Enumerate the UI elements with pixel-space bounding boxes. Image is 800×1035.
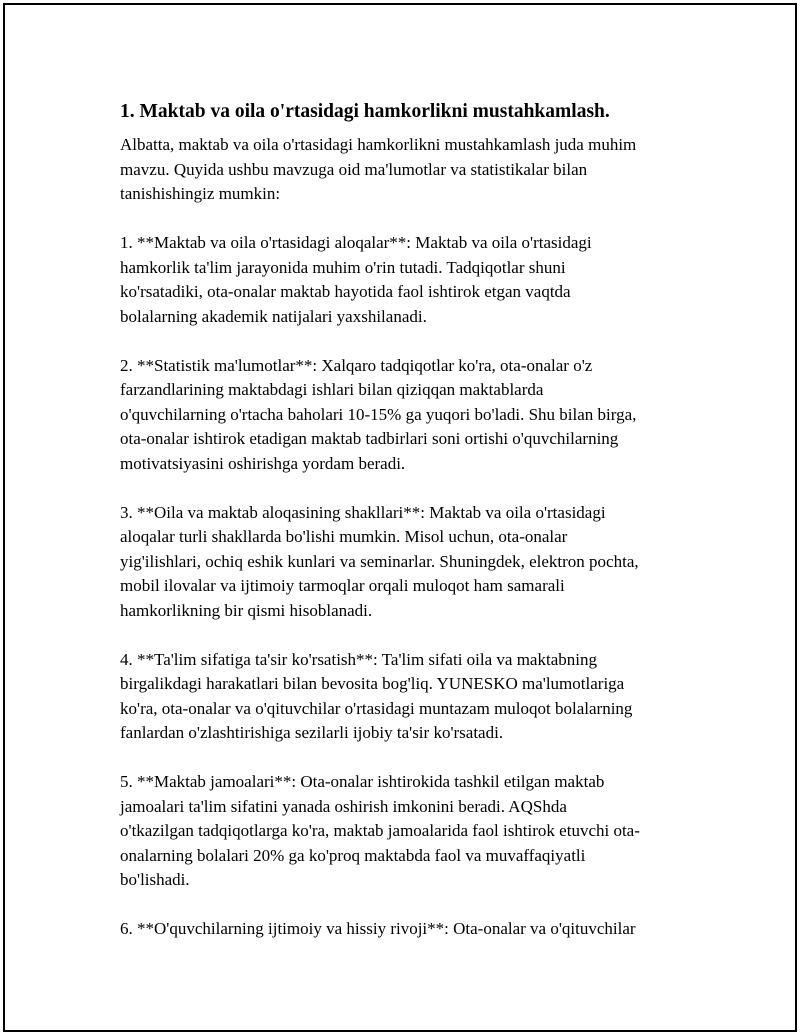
document-content bbox=[120, 99, 690, 942]
list-item-5 bbox=[120, 770, 690, 893]
document-page bbox=[3, 3, 797, 1032]
document-title: 1. Maktab va oila o'rtasidagi hamkorlikni mustahkamlash. bbox=[120, 101, 610, 122]
list-item-3 bbox=[120, 501, 690, 624]
paragraph-gap bbox=[120, 623, 690, 648]
text-line: bolalarning akademik natijalari yaxshilanadi. bbox=[120, 306, 427, 326]
text-line: 3. **Oila va maktab aloqasining shakllari**: Maktab va oila o'rtasidagi bbox=[120, 502, 606, 522]
text-line: aloqalar turli shakllarda bo'lishi mumkin. Misol uchun, ota-onalar bbox=[120, 527, 568, 546]
text-line: 2. **Statistik ma'lumotlar**: Xalqaro tadqiqotlar ko'ra, ota-onalar o'z bbox=[120, 355, 593, 375]
text-line: tanishishingiz mumkin: bbox=[120, 184, 281, 203]
text-line: mobil ilovalar va ijtimoiy tarmoqlar orqali muloqot ham samarali bbox=[120, 576, 565, 595]
list-item-6 bbox=[120, 917, 690, 942]
text-line: onalarning bolalari 20% ga ko'proq maktabda faol va muvaffaqiyatli bbox=[120, 845, 586, 865]
paragraph-gap bbox=[120, 746, 690, 771]
text-line: 4. **Ta'lim sifatiga ta'sir ko'rsatish**: Ta'lim sifati oila va maktabning bbox=[120, 649, 597, 669]
text-line: ko'rsatadiki, ota-onalar maktab hayotida faol ishtirok etgan vaqtda bbox=[120, 282, 571, 301]
paragraph-gap bbox=[120, 893, 690, 918]
text-line: 5. **Maktab jamoalari**: Ota-onalar ishtirokida tashkil etilgan maktab bbox=[120, 772, 605, 791]
text-line: 1. **Maktab va oila o'rtasidagi aloqalar**: Maktab va oila o'rtasidagi bbox=[120, 233, 592, 252]
list-item-2 bbox=[120, 354, 690, 477]
paragraph-gap bbox=[120, 476, 690, 501]
text-line: jamoalari ta'lim sifatini yanada oshirish imkonini beradi. AQShda bbox=[120, 796, 567, 816]
paragraph-gap bbox=[120, 207, 690, 232]
text-line: bo'lishadi. bbox=[120, 870, 190, 889]
text-line: fanlardan o'zlashtirishiga sezilarli ijobiy ta'sir ko'rsatadi. bbox=[120, 723, 504, 742]
text-line: hamkorlikning bir qismi hisoblanadi. bbox=[120, 600, 373, 620]
text-line: farzandlarining maktabdagi ishlari bilan qiziqqan maktablarda bbox=[120, 380, 544, 399]
text-line: mavzu. Quyida ushbu mavzuga oid ma'lumotlar va statistikalar bilan bbox=[120, 159, 588, 179]
text-line: motivatsiyasini oshirishga yordam beradi. bbox=[120, 453, 406, 473]
text-line: 6. **O'quvchilarning ijtimoiy va hissiy rivoji**: Ota-onalar va o'qituvchilar bbox=[120, 919, 636, 938]
paragraph-gap bbox=[120, 329, 690, 354]
list-item-4 bbox=[120, 648, 690, 746]
intro-paragraph bbox=[120, 133, 690, 207]
text-line: birgalikdagi harakatlari bilan bevosita bog'liq. YUNESKO ma'lumotlariga bbox=[120, 674, 625, 693]
text-line: hamkorlik ta'lim jarayonida muhim o'rin tutadi. Tadqiqotlar shuni bbox=[120, 257, 566, 277]
text-line: yig'ilishlari, ochiq eshik kunlari va seminarlar. Shuningdek, elektron pochta, bbox=[120, 551, 639, 571]
text-line: ko'ra, ota-onalar va o'qituvchilar o'rtasidagi muntazam muloqot bolalarning bbox=[120, 698, 633, 718]
text-line: o'tkazilgan tadqiqotlarga ko'ra, maktab jamoalarida faol ishtirok etuvchi ota- bbox=[120, 821, 640, 840]
text-line: ota-onalar ishtirok etadigan maktab tadbirlari soni ortishi o'quvchilarning bbox=[120, 429, 619, 448]
text-line: Albatta, maktab va oila o'rtasidagi hamkorlikni mustahkamlash juda muhim bbox=[120, 135, 637, 154]
list-item-1 bbox=[120, 231, 690, 329]
text-line: o'quvchilarning o'rtacha baholari 10-15% ga yuqori bo'ladi. Shu bilan birga, bbox=[120, 404, 637, 424]
document-body bbox=[120, 133, 690, 942]
